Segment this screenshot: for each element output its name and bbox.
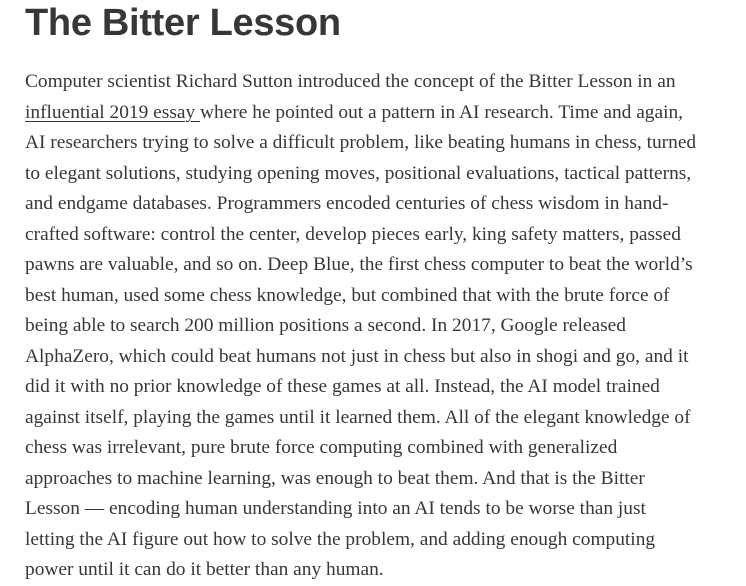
paragraph-line: letting the AI figure out how to solve the problem, and adding enough computing	[25, 528, 656, 550]
article-title: The Bitter Lesson	[25, 2, 341, 44]
paragraph-line	[25, 98, 746, 129]
paragraph-line: best human, used some chess knowledge, but combined that with the brute force of	[25, 284, 670, 306]
article-paragraph	[25, 67, 746, 586]
paragraph-line: pawns are valuable, and so on. Deep Blue, the first chess computer to beat the world’s	[25, 254, 693, 275]
paragraph-line: Computer scientist Richard Sutton introduced the concept of the Bitter Lesson in an	[25, 71, 676, 92]
paragraph-line: Lesson — encoding human understanding into an AI tends to be worse than just	[25, 498, 646, 519]
article	[25, 0, 746, 586]
paragraph-line: did it with no prior knowledge of these games at all. Instead, the AI model trained	[25, 376, 660, 397]
paragraph-line-text: where he pointed out a pattern in AI research. Time and again,	[200, 101, 684, 123]
paragraph-line: power until it can do it better than any human.	[25, 559, 384, 580]
paragraph-line: AI researchers trying to solve a difficult problem, like beating humans in chess, turned	[25, 132, 697, 153]
paragraph-line: approaches to machine learning, was enough to beat them. And that is the Bitter	[25, 467, 645, 489]
paragraph-line: against itself, playing the games until it learned them. All of the elegant knowledge of	[25, 406, 691, 428]
paragraph-line: being able to search 200 million positions a second. In 2017, Google released	[25, 315, 626, 336]
paragraph-line: and endgame databases. Programmers encoded centuries of chess wisdom in hand-	[25, 193, 669, 214]
paragraph-line: to elegant solutions, studying opening moves, positional evaluations, tactical patterns,	[25, 162, 692, 184]
paragraph-line: AlphaZero, which could beat humans not just in chess but also in shogi and go, and it	[25, 345, 689, 367]
essay-link[interactable]: influential 2019 essay	[25, 101, 201, 123]
paragraph-line: chess was irrelevant, pure brute force computing combined with generalized	[25, 437, 618, 458]
paragraph-line: crafted software: control the center, develop pieces early, king safety matters, passed	[25, 223, 681, 245]
